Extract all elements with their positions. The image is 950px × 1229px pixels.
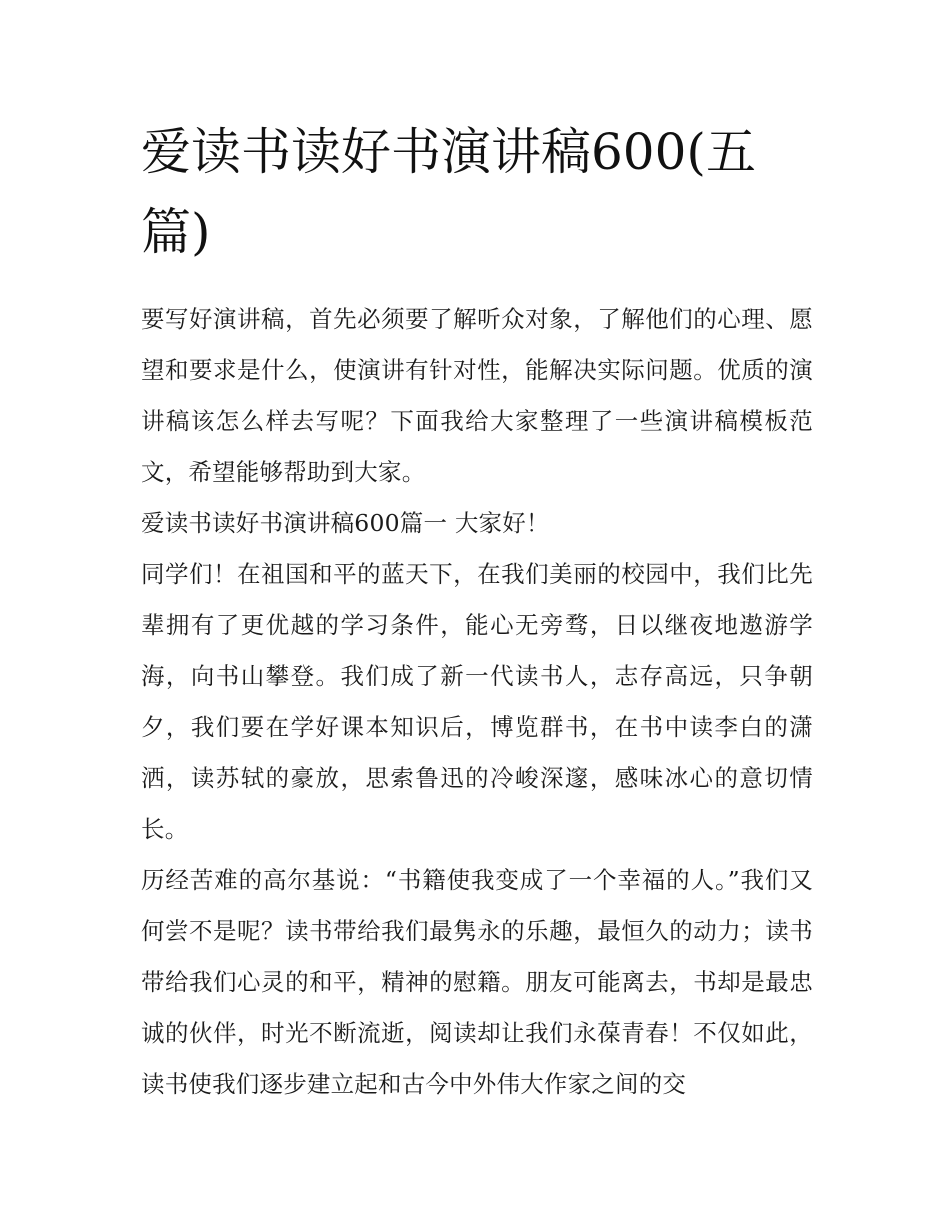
section-heading-paragraph: 爱读书读好书演讲稿600篇一 大家好！ (141, 509, 550, 537)
body-paragraph: 同学们！在祖国和平的蓝天下，在我们美丽的校园中，我们比先辈拥有了更优越的学习条件，能心无旁骛，日以继夜地遨游学海，向书山攀登。我们成了新一代读书人，志存高远，只争朝夕，我们要在学好课本知识后，博览群书，在书中读李白的潇洒，读苏轼的豪放，思索鲁迅的冷峻深邃，感味冰心的意切情长。 (141, 560, 813, 843)
document-body (141, 294, 813, 1110)
document-title: 爱读书读好书演讲稿600(五篇) (141, 123, 756, 261)
body-paragraph: 历经苦难的高尔基说：“书籍使我变成了一个幸福的人。”我们又何尝不是呢？读书带给我们最隽永的乐趣，最恒久的动力；读书带给我们心灵的和平，精神的慰籍。朋友可能离去，书却是最忠诚的伙伴，时光不断流逝，阅读却让我们永葆青春！不仅如此，读书使我们逐步建立起和古今中外伟大作家之间的交 (141, 866, 813, 1098)
document-page (141, 112, 813, 1110)
intro-paragraph: 要写好演讲稿，首先必须要了解听众对象，了解他们的心理、愿望和要求是什么，使演讲有针对性，能解决实际问题。优质的演讲稿该怎么样去写呢？下面我给大家整理了一些演讲稿模板范文，希望能够帮助到大家。 (141, 305, 813, 486)
